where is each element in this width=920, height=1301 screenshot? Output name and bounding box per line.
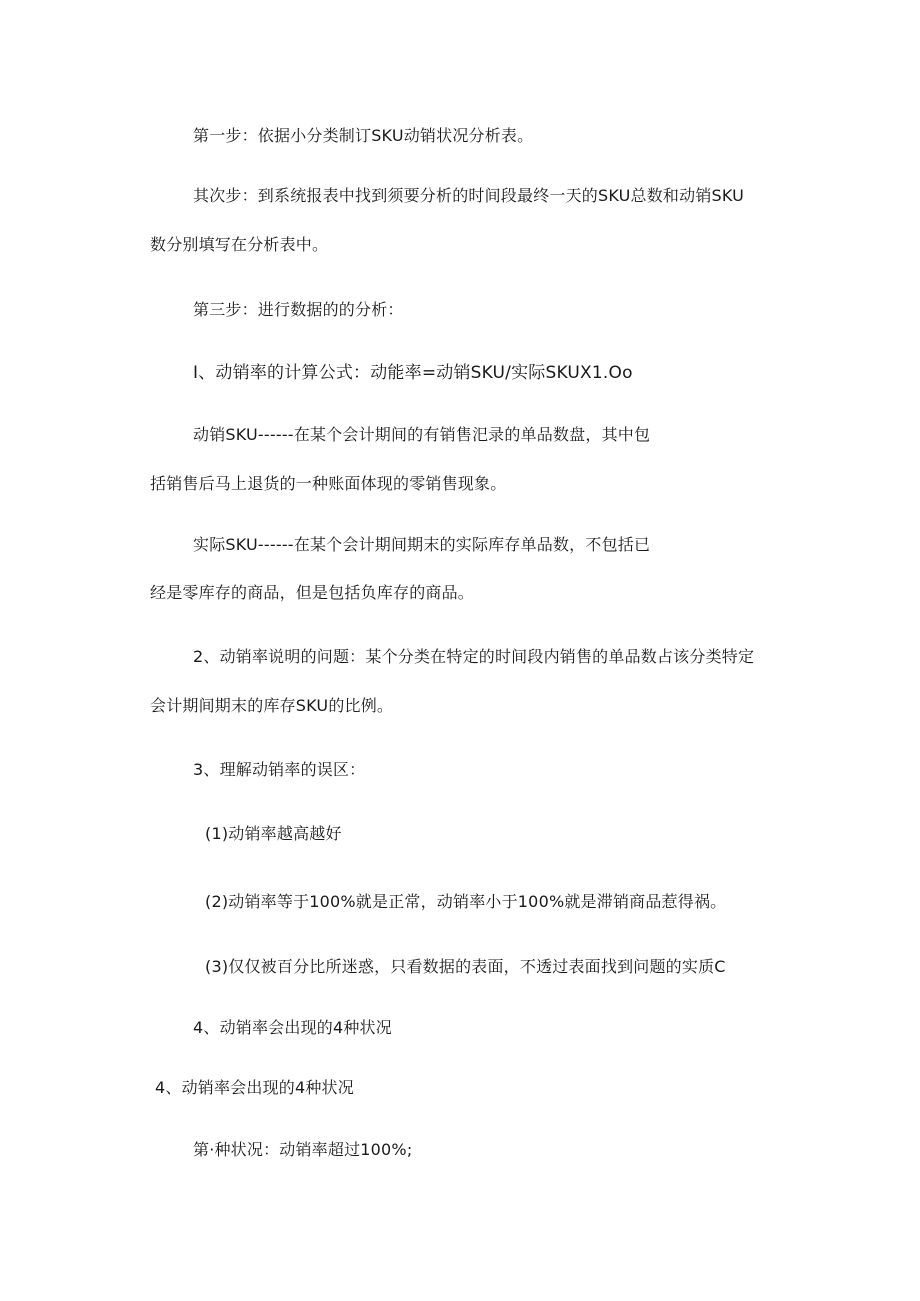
text-line-point-4-repeat: 4、动销率会出现的4种状况 — [155, 1078, 354, 1097]
text-line-point-3: 3、理解动销率的误区： — [193, 760, 366, 779]
text-line-point-4: 4、动销率会出现的4种状况 — [193, 1018, 392, 1037]
text-line-step-2: 其次步：到系统报表中找到须要分析的时间段最终一天的SKU总数和动销SKU — [193, 186, 745, 205]
text-line-actual-sku-def: 实际SKU------在某个会计期间期末的实际库存单品数，不包括已 — [193, 535, 651, 554]
text-line-misconception-1: (1)动销率越高越好 — [205, 824, 342, 843]
text-line-actual-sku-def-cont: 经是零库存的商品，但是包括负库存的商品。 — [150, 583, 475, 602]
text-line-situation-1: 第·种状况：动销率超过100%; — [193, 1140, 413, 1159]
text-line-step-1: 第一步：依据小分类制订SKU动销状况分析表。 — [193, 126, 534, 145]
text-line-sales-sku-def-cont: 括销售后马上退货的一种账面体现的零销售现象。 — [150, 474, 507, 493]
text-line-point-2: 2、动销率说明的问题：某个分类在特定的时间段内销售的单品数占该分类特定 — [193, 647, 755, 666]
text-line-misconception-2: (2)动销率等于100%就是正常，动销率小于100%就是滞销商品惹得祸。 — [205, 892, 727, 911]
text-line-step-3: 第三步：进行数据的的分析： — [193, 300, 404, 319]
text-line-sales-sku-def: 动销SKU------在某个会计期间的有销售汜录的单品数盘，其中包 — [193, 425, 651, 444]
text-line-formula: I、动销率的计算公式：动能率=动销SKU/实际SKUX1.Oo — [193, 363, 633, 383]
text-line-step-2-cont: 数分别填写在分析表中。 — [150, 235, 329, 254]
text-line-misconception-3: (3)仅仅被百分比所迷惑，只看数据的表面，不透过表面找到问题的实质C — [205, 957, 726, 976]
text-line-point-2-cont: 会计期间期末的库存SKU的比例。 — [150, 696, 394, 715]
